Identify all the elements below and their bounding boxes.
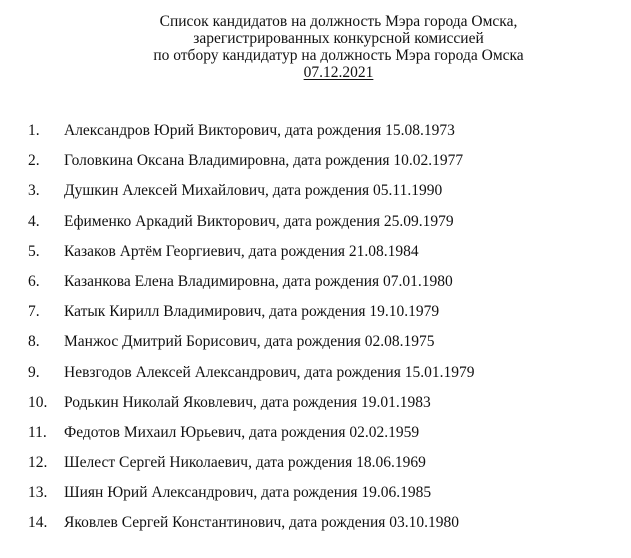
item-text: Катык Кирилл Владимирович, дата рождения 19.10.1979 xyxy=(64,303,440,321)
header-date: 07.12.2021 xyxy=(303,64,374,81)
header-line: зарегистрированных конкурсной комиссией xyxy=(193,30,484,47)
item-text: Родькин Николай Яковлевич, дата рождения 19.01.1983 xyxy=(64,393,431,411)
list-item xyxy=(0,454,631,484)
list-item xyxy=(0,303,631,333)
item-text: Шелест Сергей Николаевич, дата рождения 18.06.1969 xyxy=(64,454,426,472)
item-number: 2. xyxy=(28,152,40,170)
item-number: 8. xyxy=(28,333,40,351)
item-number: 14. xyxy=(28,514,48,532)
item-number: 10. xyxy=(28,393,48,411)
list-item xyxy=(0,394,631,424)
item-text: Казанкова Елена Владимировна, дата рождения 07.01.1980 xyxy=(64,272,453,290)
item-text: Яковлев Сергей Константинович, дата рождения 03.10.1980 xyxy=(64,514,460,532)
item-number: 9. xyxy=(28,363,40,381)
list-item xyxy=(0,122,631,152)
list-item xyxy=(0,514,631,544)
list-item xyxy=(0,333,631,363)
item-number: 4. xyxy=(28,212,40,230)
header-line: по отбору кандидатур на должность Мэра города Омска xyxy=(153,47,524,64)
list-item xyxy=(0,213,631,243)
list-item xyxy=(0,364,631,394)
list-item xyxy=(0,424,631,454)
item-number: 6. xyxy=(28,272,40,290)
item-number: 1. xyxy=(28,122,40,139)
list-item xyxy=(0,273,631,303)
item-text: Ефименко Аркадий Викторович, дата рождения 25.09.1979 xyxy=(64,212,454,230)
item-text: Невзгодов Алексей Александрович, дата рождения 15.01.1979 xyxy=(64,363,475,381)
item-number: 3. xyxy=(28,182,40,200)
item-text: Душкин Алексей Михайлович, дата рождения 05.11.1990 xyxy=(64,182,443,200)
header-line: Список кандидатов на должность Мэра города Омска, xyxy=(159,13,518,30)
list-item xyxy=(0,152,631,182)
item-number: 7. xyxy=(28,303,40,321)
candidate-list xyxy=(0,122,631,545)
item-text: Казаков Артём Георгиевич, дата рождения 21.08.1984 xyxy=(64,242,419,260)
item-number: 11. xyxy=(28,423,47,441)
list-item xyxy=(0,243,631,273)
list-item xyxy=(0,484,631,514)
item-text: Манжос Дмитрий Борисович, дата рождения 02.08.1975 xyxy=(64,333,435,351)
item-text: Федотов Михаил Юрьевич, дата рождения 02.02.1959 xyxy=(64,423,420,441)
document-header xyxy=(0,13,631,82)
item-number: 12. xyxy=(28,454,48,472)
item-text: Головкина Оксана Владимировна, дата рождения 10.02.1977 xyxy=(64,152,464,170)
item-text: Шиян Юрий Александрович, дата рождения 19.06.1985 xyxy=(64,484,432,502)
item-text: Александров Юрий Викторович, дата рождения 15.08.1973 xyxy=(64,122,455,139)
item-number: 13. xyxy=(28,484,48,502)
item-number: 5. xyxy=(28,242,40,260)
list-item xyxy=(0,182,631,212)
